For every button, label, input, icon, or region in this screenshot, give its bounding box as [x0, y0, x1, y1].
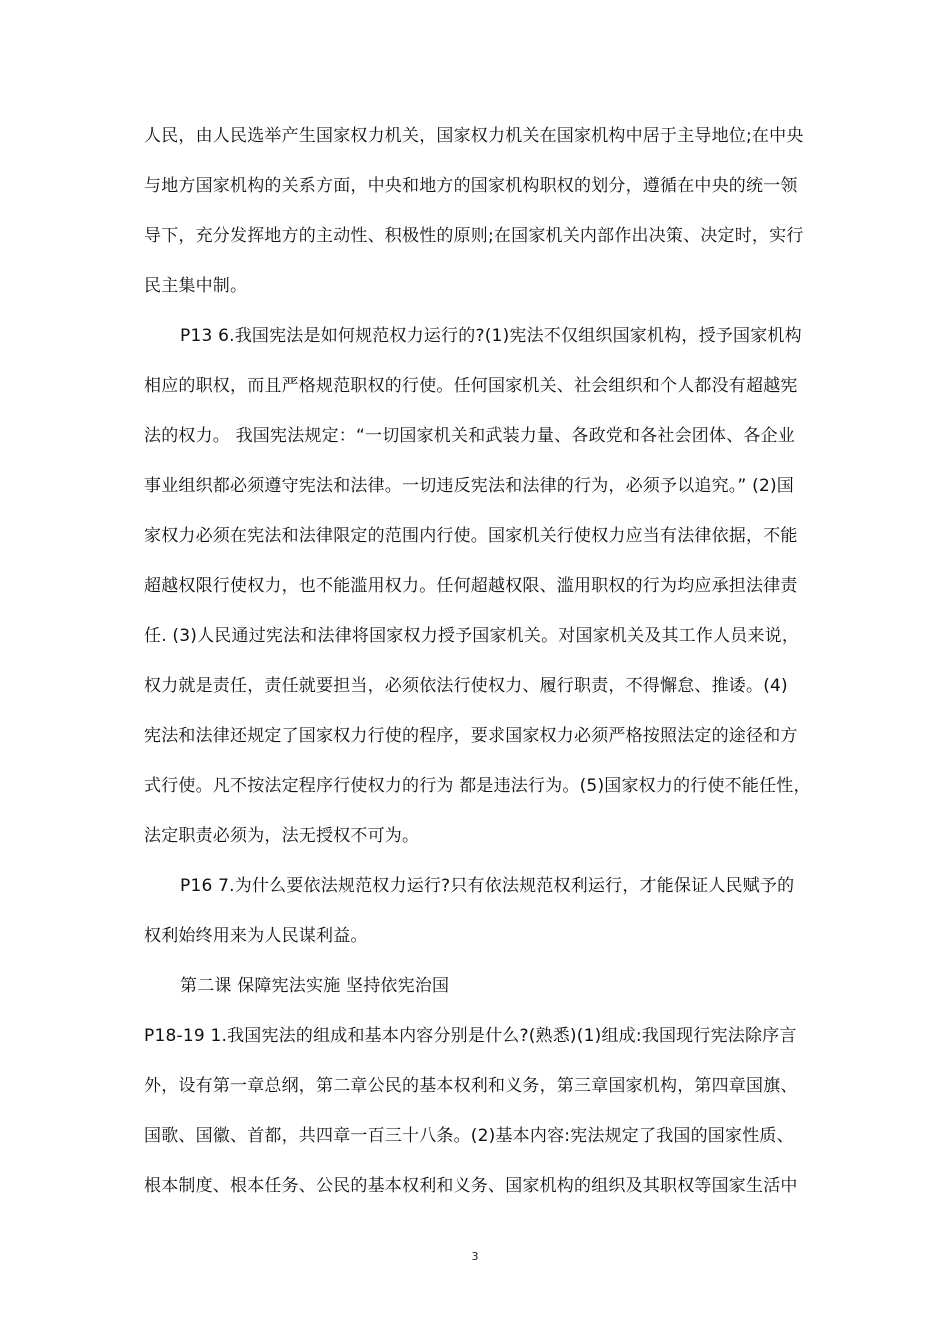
text-line: P18-19 1.我国宪法的组成和基本内容分别是什么?(熟悉)(1)组成:我国现行宪法除序言	[144, 1026, 797, 1046]
text-line: 相应的职权，而且严格规范职权的行使。任何国家机关、社会组织和个人都没有超越宪	[144, 376, 798, 396]
text-line: 任. (3)人民通过宪法和法律将国家权力授予国家机关。对国家机关及其工作人员来说，	[144, 626, 800, 646]
text-line: 法定职责必须为，法无授权不可为。	[144, 826, 420, 846]
text-line: 外，设有第一章总纲，第二章公民的基本权利和义务，第三章国家机构，第四章国旗、	[144, 1076, 798, 1096]
text-line: P13 6.我国宪法是如何规范权力运行的?(1)宪法不仅组织国家机构，授予国家机构	[180, 326, 802, 346]
text-line: 式行使。凡不按法定程序行使权力的行为 都是违法行为。(5)国家权力的行使不能任性，	[144, 776, 811, 796]
text-line: 家权力必须在宪法和法律限定的范围内行使。国家机关行使权力应当有法律依据，不能	[144, 526, 798, 546]
text-line: 宪法和法律还规定了国家权力行使的程序，要求国家权力必须严格按照法定的途径和方	[144, 726, 798, 746]
text-line: 权利始终用来为人民谋利益。	[144, 926, 368, 946]
text-line: 国歌、国徽、首都，共四章一百三十八条。(2)基本内容:宪法规定了我国的国家性质、	[144, 1126, 794, 1146]
text-line: 人民，由人民选举产生国家权力机关，国家权力机关在国家机构中居于主导地位;在中央	[144, 126, 804, 146]
text-line: 权力就是责任，责任就要担当，必须依法行使权力、履行职责，不得懈怠、推诿。(4)	[144, 676, 788, 696]
text-line: 法的权力。 我国宪法规定：“一切国家机关和武装力量、各政党和各社会团体、各企业	[144, 426, 796, 446]
page-number: 3	[471, 1250, 479, 1263]
text-line: 民主集中制。	[144, 276, 248, 296]
text-line: 导下，充分发挥地方的主动性、积极性的原则;在国家机关内部作出决策、决定时，实行	[144, 226, 804, 246]
text-line: 与地方国家机构的关系方面，中央和地方的国家机构职权的划分，遵循在中央的统一领	[144, 176, 798, 196]
text-line: 根本制度、根本任务、公民的基本权利和义务、国家机构的组织及其职权等国家生活中	[144, 1176, 798, 1196]
text-line: P16 7.为什么要依法规范权力运行?只有依法规范权利运行，才能保证人民赋予的	[180, 876, 795, 896]
text-line: 事业组织都必须遵守宪法和法律。一切违反宪法和法律的行为，必须予以追究。” (2)国	[144, 476, 794, 496]
text-line: 超越权限行使权力，也不能滥用权力。任何超越权限、滥用职权的行为均应承担法律责	[144, 576, 798, 596]
section-heading: 第二课 保障宪法实施 坚持依宪治国	[180, 976, 450, 996]
